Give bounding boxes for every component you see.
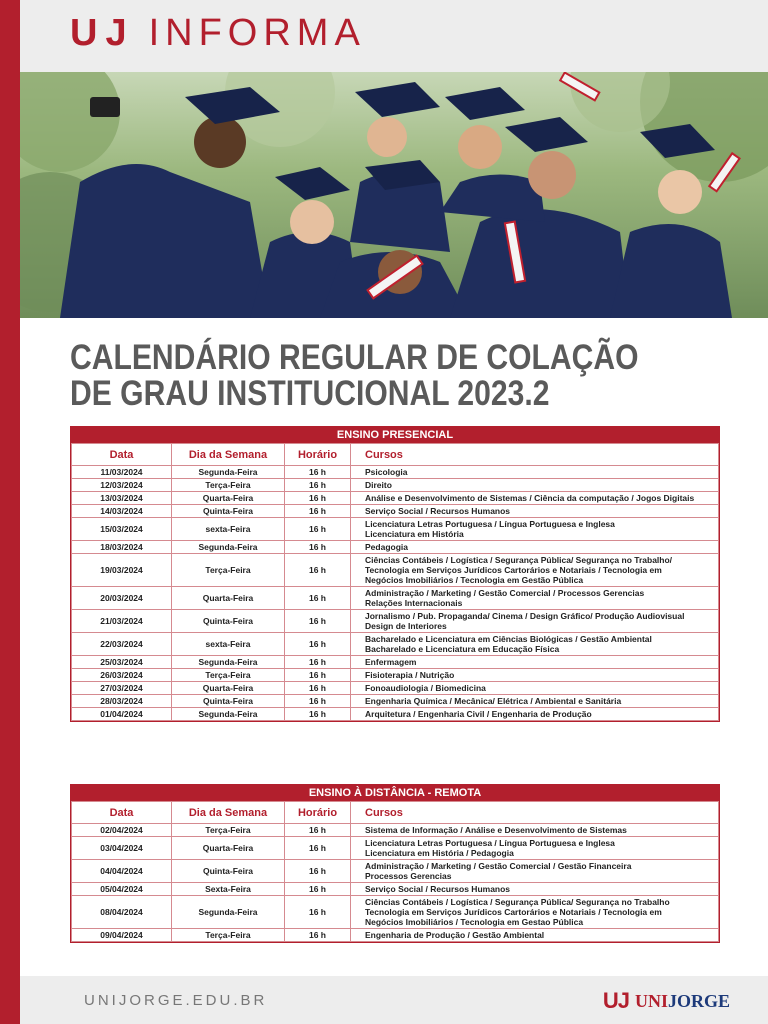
weekday-cell: Terça-Feira: [172, 824, 285, 837]
weekday-cell: sexta-Feira: [172, 518, 285, 541]
time-cell: 16 h: [285, 587, 351, 610]
time-cell: 16 h: [285, 466, 351, 479]
date-cell: 01/04/2024: [72, 708, 172, 721]
table-row: [72, 466, 719, 479]
date-cell: 22/03/2024: [72, 633, 172, 656]
distancia-table-block: [70, 784, 720, 943]
courses-cell: Serviço Social / Recursos Humanos: [351, 883, 719, 896]
presencial-heading: ENSINO PRESENCIAL: [71, 427, 719, 443]
table-row: [72, 505, 719, 518]
courses-cell: Jornalismo / Pub. Propaganda/ Cinema / Design Gráfico/ Produção Audiovisual Design de Interiores: [351, 610, 719, 633]
courses-cell: Administração / Marketing / Gestão Comercial / Processos Gerencias Relações Internacionais: [351, 587, 719, 610]
date-cell: 21/03/2024: [72, 610, 172, 633]
weekday-cell: Terça-Feira: [172, 554, 285, 587]
date-cell: 18/03/2024: [72, 541, 172, 554]
date-cell: 19/03/2024: [72, 554, 172, 587]
courses-cell: Ciências Contábeis / Logística / Segurança Pública/ Segurança no Trabalho/ Tecnologia em Serviços Jurídicos Cartorários e Notariais / Tecnologia em Negócios Imobiliários / Tecnologia em Gestão Pública: [351, 554, 719, 587]
table-row: [72, 860, 719, 883]
logo-mark: UJ: [602, 988, 629, 1013]
table-row: [72, 610, 719, 633]
time-cell: 16 h: [285, 505, 351, 518]
unijorge-logo: [603, 988, 730, 1014]
date-cell: 02/04/2024: [72, 824, 172, 837]
weekday-cell: Segunda-Feira: [172, 466, 285, 479]
courses-cell: Pedagogia: [351, 541, 719, 554]
uj-informa-brand: [70, 12, 366, 55]
website-url[interactable]: UNIJORGE.EDU.BR: [84, 992, 268, 1009]
date-cell: 04/04/2024: [72, 860, 172, 883]
table-row: [72, 633, 719, 656]
table-row: [72, 554, 719, 587]
time-cell: 16 h: [285, 633, 351, 656]
time-cell: 16 h: [285, 492, 351, 505]
weekday-cell: Sexta-Feira: [172, 883, 285, 896]
col-header-courses: Cursos: [351, 802, 719, 824]
header-band: [20, 0, 768, 72]
table-row: [72, 883, 719, 896]
col-header-time: Horário: [285, 802, 351, 824]
table-row: [72, 682, 719, 695]
time-cell: 16 h: [285, 883, 351, 896]
presencial-table: [71, 443, 719, 721]
table-header-row: [72, 444, 719, 466]
time-cell: 16 h: [285, 554, 351, 587]
weekday-cell: Quinta-Feira: [172, 860, 285, 883]
title-line-2: DE GRAU INSTITUCIONAL 2023.2: [70, 374, 550, 413]
table-row: [72, 695, 719, 708]
time-cell: 16 h: [285, 610, 351, 633]
table-row: [72, 837, 719, 860]
distancia-heading: ENSINO À DISTÂNCIA - REMOTA: [71, 785, 719, 801]
table-header-row: [72, 802, 719, 824]
date-cell: 25/03/2024: [72, 656, 172, 669]
date-cell: 14/03/2024: [72, 505, 172, 518]
time-cell: 16 h: [285, 860, 351, 883]
col-header-weekday: Dia da Semana: [172, 802, 285, 824]
table-row: [72, 492, 719, 505]
date-cell: 08/04/2024: [72, 896, 172, 929]
weekday-cell: Segunda-Feira: [172, 896, 285, 929]
courses-cell: Ciências Contábeis / Logística / Segurança Pública/ Segurança no Trabalho Tecnologia em Serviços Jurídicos Cartorários e Notariais / Tecnologia em Negócios Imobiliários / Tecnologia em Gestao Pública: [351, 896, 719, 929]
col-header-courses: Cursos: [351, 444, 719, 466]
courses-cell: Engenharia Química / Mecânica/ Elétrica / Ambiental e Sanitária: [351, 695, 719, 708]
weekday-cell: Quinta-Feira: [172, 505, 285, 518]
weekday-cell: Quarta-Feira: [172, 837, 285, 860]
date-cell: 12/03/2024: [72, 479, 172, 492]
logo-text: [635, 991, 730, 1012]
weekday-cell: Quarta-Feira: [172, 492, 285, 505]
weekday-cell: Terça-Feira: [172, 669, 285, 682]
time-cell: 16 h: [285, 656, 351, 669]
table-row: [72, 824, 719, 837]
brand-word: INFORMA: [148, 12, 366, 54]
brand-prefix: UJ: [70, 12, 135, 54]
date-cell: 26/03/2024: [72, 669, 172, 682]
weekday-cell: Terça-Feira: [172, 479, 285, 492]
weekday-cell: Terça-Feira: [172, 929, 285, 942]
date-cell: 28/03/2024: [72, 695, 172, 708]
date-cell: 03/04/2024: [72, 837, 172, 860]
table-row: [72, 656, 719, 669]
weekday-cell: Quinta-Feira: [172, 610, 285, 633]
courses-cell: Psicologia: [351, 466, 719, 479]
time-cell: 16 h: [285, 837, 351, 860]
logo-jorge: JORGE: [667, 990, 730, 1011]
weekday-cell: Quarta-Feira: [172, 682, 285, 695]
courses-cell: Direito: [351, 479, 719, 492]
courses-cell: Análise e Desenvolvimento de Sistemas / Ciência da computação / Jogos Digitais: [351, 492, 719, 505]
courses-cell: Arquitetura / Engenharia Civil / Engenharia de Produção: [351, 708, 719, 721]
time-cell: 16 h: [285, 824, 351, 837]
table-row: [72, 587, 719, 610]
table-row: [72, 479, 719, 492]
time-cell: 16 h: [285, 541, 351, 554]
table-row: [72, 518, 719, 541]
weekday-cell: Segunda-Feira: [172, 708, 285, 721]
left-accent-bar: [0, 0, 20, 1024]
courses-cell: Fonoaudiologia / Biomedicina: [351, 682, 719, 695]
page-title: [70, 340, 638, 412]
distancia-table: [71, 801, 719, 942]
courses-cell: Engenharia de Produção / Gestão Ambiental: [351, 929, 719, 942]
col-header-date: Data: [72, 444, 172, 466]
col-header-date: Data: [72, 802, 172, 824]
table-row: [72, 896, 719, 929]
weekday-cell: Segunda-Feira: [172, 656, 285, 669]
courses-cell: Licenciatura Letras Portuguesa / Língua Portuguesa e Inglesa Licenciatura em História / Pedagogia: [351, 837, 719, 860]
time-cell: 16 h: [285, 682, 351, 695]
courses-cell: Fisioterapia / Nutrição: [351, 669, 719, 682]
table-row: [72, 929, 719, 942]
time-cell: 16 h: [285, 929, 351, 942]
time-cell: 16 h: [285, 896, 351, 929]
table-row: [72, 669, 719, 682]
date-cell: 20/03/2024: [72, 587, 172, 610]
date-cell: 11/03/2024: [72, 466, 172, 479]
col-header-weekday: Dia da Semana: [172, 444, 285, 466]
time-cell: 16 h: [285, 518, 351, 541]
courses-cell: Sistema de Informação / Análise e Desenvolvimento de Sistemas: [351, 824, 719, 837]
footer-band: [20, 976, 768, 1024]
weekday-cell: sexta-Feira: [172, 633, 285, 656]
weekday-cell: Quinta-Feira: [172, 695, 285, 708]
col-header-time: Horário: [285, 444, 351, 466]
date-cell: 13/03/2024: [72, 492, 172, 505]
courses-cell: Serviço Social / Recursos Humanos: [351, 505, 719, 518]
weekday-cell: Quarta-Feira: [172, 587, 285, 610]
time-cell: 16 h: [285, 479, 351, 492]
courses-cell: Licenciatura Letras Portuguesa / Língua Portuguesa e Inglesa Licenciatura em História: [351, 518, 719, 541]
presencial-table-block: [70, 426, 720, 722]
graduates-photo: [20, 72, 768, 318]
graduates-illustration: [20, 72, 768, 318]
weekday-cell: Segunda-Feira: [172, 541, 285, 554]
date-cell: 05/04/2024: [72, 883, 172, 896]
table-row: [72, 541, 719, 554]
time-cell: 16 h: [285, 708, 351, 721]
title-line-1: CALENDÁRIO REGULAR DE COLAÇÃO: [70, 338, 639, 377]
table-row: [72, 708, 719, 721]
time-cell: 16 h: [285, 695, 351, 708]
courses-cell: Enfermagem: [351, 656, 719, 669]
time-cell: 16 h: [285, 669, 351, 682]
date-cell: 09/04/2024: [72, 929, 172, 942]
date-cell: 27/03/2024: [72, 682, 172, 695]
date-cell: 15/03/2024: [72, 518, 172, 541]
courses-cell: Administração / Marketing / Gestão Comercial / Gestão Financeira Processos Gerencias: [351, 860, 719, 883]
courses-cell: Bacharelado e Licenciatura em Ciências Biológicas / Gestão Ambiental Bacharelado e Licenciatura em Educação Física: [351, 633, 719, 656]
logo-uni: UNI: [634, 990, 668, 1011]
